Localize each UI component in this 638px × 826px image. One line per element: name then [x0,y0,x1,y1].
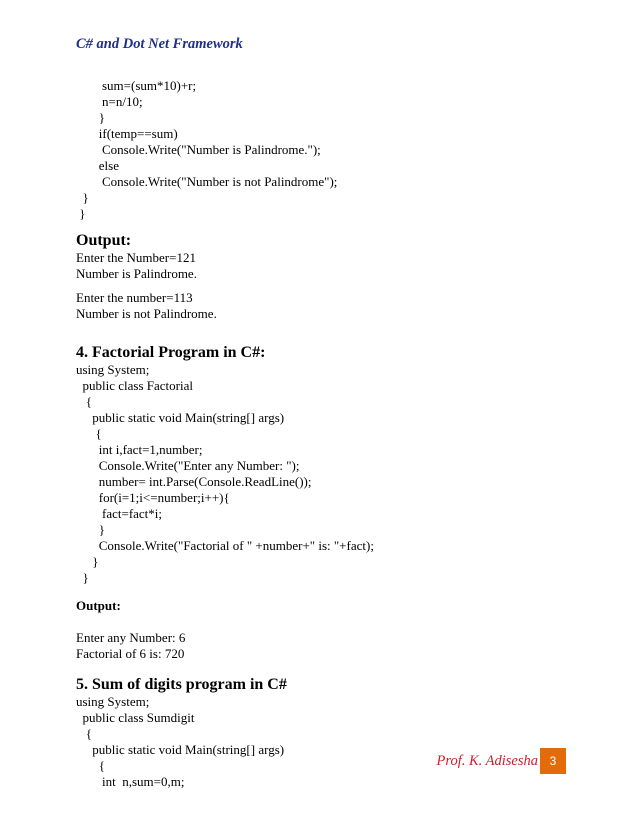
code-line: public static void Main(string[] args) [76,742,285,757]
code-block-palindrome-end [76,78,596,222]
code-line: for(i=1;i<=number;i++){ [76,490,230,505]
output-heading: Output: [76,598,121,613]
code-line: public static void Main(string[] args) [76,410,285,425]
code-line: Console.Write("Number is not Palindrome"); [76,174,338,189]
output-line: Enter any Number: 6 [76,630,186,645]
code-line: sum=(sum*10)+r; [76,78,197,93]
code-line: number= int.Parse(Console.ReadLine()); [76,474,312,489]
output-line: Enter the Number=121 [76,250,196,265]
code-block-sum-of-digits [76,694,596,790]
page-body [76,78,596,790]
section-heading-factorial: 4. Factorial Program in C#: [76,344,266,361]
code-line: n=n/10; [76,94,143,109]
code-line: fact=fact*i; [76,506,163,521]
code-block-factorial [76,362,596,586]
footer-author: Prof. K. Adisesha [436,753,538,769]
code-line: public class Factorial [76,378,193,393]
output-heading: Output: [76,232,132,249]
code-line: public class Sumdigit [76,710,195,725]
code-line: { [76,394,92,409]
running-header: C# and Dot Net Framework [76,36,243,52]
code-line: int n,sum=0,m; [76,774,185,789]
output-line: Factorial of 6 is: 720 [76,646,185,661]
code-line: } [76,522,105,537]
output-line: Enter the number=113 [76,290,193,305]
code-line: else [76,158,119,173]
code-line: } [76,206,86,221]
code-line: } [76,110,105,125]
code-line: Console.Write("Number is Palindrome."); [76,142,321,157]
code-line: int i,fact=1,number; [76,442,203,457]
code-line: using System; [76,694,150,709]
code-line: } [76,554,99,569]
code-line: { [76,426,102,441]
code-line: if(temp==sum) [76,126,178,141]
code-line: { [76,726,92,741]
output-line: Number is Palindrome. [76,266,197,281]
code-line: { [76,758,105,773]
code-line: using System; [76,362,150,377]
code-line: Console.Write("Enter any Number: "); [76,458,300,473]
output-line: Number is not Palindrome. [76,306,217,321]
code-line: Console.Write("Factorial of " +number+" is: "+fact); [76,538,374,553]
code-line: } [76,190,89,205]
page-number-badge: 3 [540,748,566,774]
code-line: } [76,570,89,585]
section-heading-sum-of-digits: 5. Sum of digits program in C# [76,676,287,693]
